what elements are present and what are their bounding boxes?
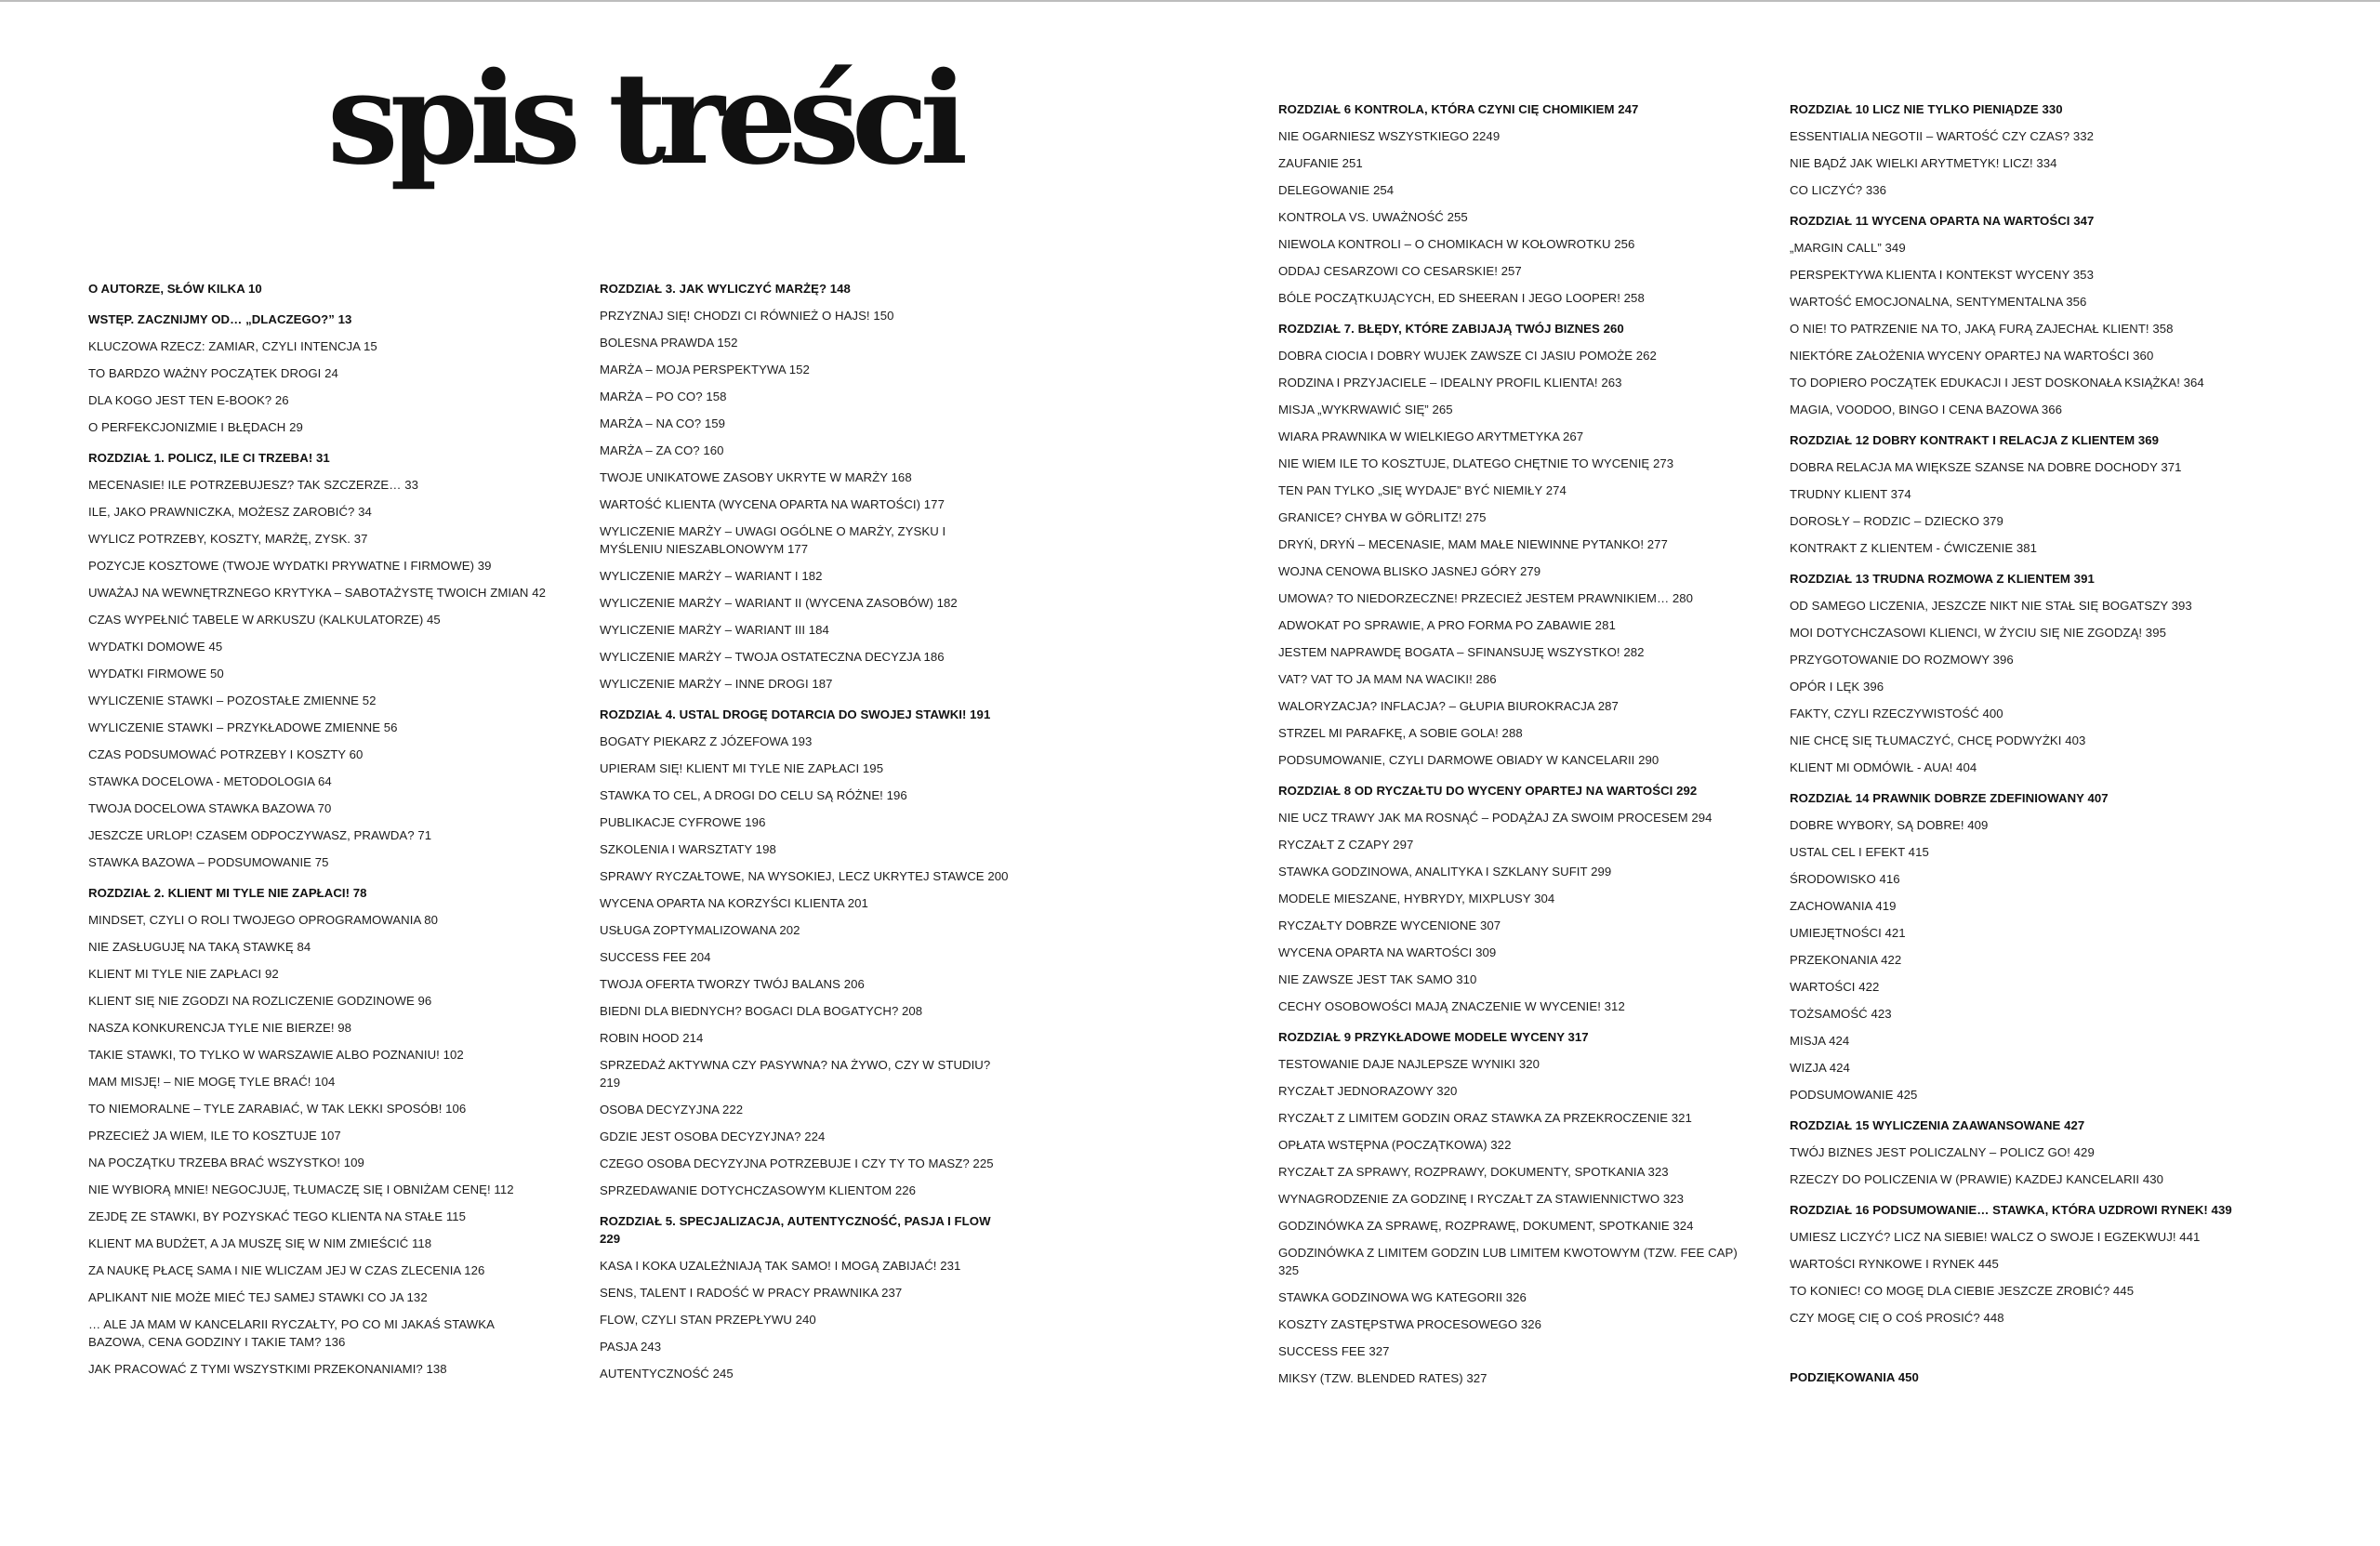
toc-entry: O PERFEKCJONIZMIE I BŁĘDACH 29 <box>88 420 303 434</box>
toc-entry: WYLICZENIE MARŻY – WARIANT II (WYCENA ZASOBÓW) 182 <box>600 596 958 610</box>
toc-entry: POZYCJE KOSZTOWE (TWOJE WYDATKI PRYWATNE I FIRMOWE) 39 <box>88 559 492 573</box>
toc-entry: PUBLIKACJE CYFROWE 196 <box>600 815 766 829</box>
toc-entry: USTAL CEL I EFEKT 415 <box>1790 845 1929 859</box>
toc-entry: TO NIEMORALNE – TYLE ZARABIAĆ, W TAK LEKKI SPOSÓB! 106 <box>88 1102 467 1116</box>
toc-entry: TOŻSAMOŚĆ 423 <box>1790 1007 1892 1021</box>
toc-entry: WYLICZENIE MARŻY – UWAGI OGÓLNE O MARŻY, ZYSKU I MYŚLENIU NIESZABLONOWYM 177 <box>600 524 946 556</box>
toc-chapter-heading: ROZDZIAŁ 8 OD RYCZAŁTU DO WYCENY OPARTEJ NA WARTOŚCI 292 <box>1278 784 1698 798</box>
toc-chapter-heading: ROZDZIAŁ 6 KONTROLA, KTÓRA CZYNI CIĘ CHOMIKIEM 247 <box>1278 102 1639 116</box>
toc-column-4 <box>1790 92 2292 1391</box>
toc-entry: WYCENA OPARTA NA WARTOŚCI 309 <box>1278 945 1497 959</box>
toc-entry: BIEDNI DLA BIEDNYCH? BOGACI DLA BOGATYCH? 208 <box>600 1004 923 1018</box>
toc-entry: TRUDNY KLIENT 374 <box>1790 487 1911 501</box>
toc-entry: SPRZEDAWANIE DOTYCHCZASOWYM KLIENTOM 226 <box>600 1183 917 1197</box>
toc-entry: ILE, JAKO PRAWNICZKA, MOŻESZ ZAROBIĆ? 34 <box>88 505 372 519</box>
toc-entry: ADWOKAT PO SPRAWIE, A PRO FORMA PO ZABAWIE 281 <box>1278 618 1616 632</box>
toc-entry: GODZINÓWKA ZA SPRAWĘ, ROZPRAWĘ, DOKUMENT, SPOTKANIE 324 <box>1278 1219 1694 1233</box>
toc-chapter-heading: ROZDZIAŁ 13 TRUDNA ROZMOWA Z KLIENTEM 391 <box>1790 572 2095 586</box>
toc-entry: KOSZTY ZASTĘPSTWA PROCESOWEGO 326 <box>1278 1317 1542 1331</box>
toc-entry: WYLICZENIE STAWKI – POZOSTAŁE ZMIENNE 52 <box>88 694 377 707</box>
toc-entry: SENS, TALENT I RADOŚĆ W PRACY PRAWNIKA 237 <box>600 1286 903 1300</box>
toc-entry: NA POCZĄTKU TRZEBA BRAĆ WSZYSTKO! 109 <box>88 1156 364 1169</box>
toc-entry: FLOW, CZYLI STAN PRZEPŁYWU 240 <box>600 1313 816 1327</box>
toc-entry: OPŁATA WSTĘPNA (POCZĄTKOWA) 322 <box>1278 1138 1512 1152</box>
toc-entry: CZEGO OSOBA DECYZYJNA POTRZEBUJE I CZY TY TO MASZ? 225 <box>600 1156 994 1170</box>
toc-entry: NIE OGARNIESZ WSZYSTKIEGO 2249 <box>1278 129 1501 143</box>
toc-entry: OSOBA DECYZYJNA 222 <box>600 1103 744 1117</box>
toc-entry: KLIENT MA BUDŻET, A JA MUSZĘ SIĘ W NIM ZMIEŚCIĆ 118 <box>88 1236 432 1250</box>
toc-entry: UMIESZ LICZYĆ? LICZ NA SIEBIE! WALCZ O SWOJE I EGZEKWUJ! 441 <box>1790 1230 2201 1244</box>
toc-chapter-heading: ROZDZIAŁ 3. JAK WYLICZYĆ MARŻĘ? 148 <box>600 282 851 296</box>
toc-entry: GRANICE? CHYBA W GÖRLITZ! 275 <box>1278 510 1487 524</box>
toc-chapter-heading: ROZDZIAŁ 16 PODSUMOWANIE… STAWKA, KTÓRA UZDROWI RYNEK! 439 <box>1790 1203 2232 1217</box>
toc-entry: WYCENA OPARTA NA KORZYŚCI KLIENTA 201 <box>600 896 868 910</box>
toc-entry: MAM MISJĘ! – NIE MOGĘ TYLE BRAĆ! 104 <box>88 1075 336 1089</box>
toc-chapter-heading: ROZDZIAŁ 5. SPECJALIZACJA, AUTENTYCZNOŚĆ, PASJA I FLOW 229 <box>600 1214 991 1246</box>
toc-entry: DLA KOGO JEST TEN E-BOOK? 26 <box>88 393 289 407</box>
toc-entry: DOBRE WYBORY, SĄ DOBRE! 409 <box>1790 818 1989 832</box>
toc-entry: STAWKA BAZOWA – PODSUMOWANIE 75 <box>88 855 329 869</box>
toc-entry: UMIEJĘTNOŚCI 421 <box>1790 926 1906 940</box>
toc-entry: KLUCZOWA RZECZ: ZAMIAR, CZYLI INTENCJA 15 <box>88 339 377 353</box>
toc-entry: TESTOWANIE DAJE NAJLEPSZE WYNIKI 320 <box>1278 1057 1540 1071</box>
toc-entry: TO DOPIERO POCZĄTEK EDUKACJI I JEST DOSKONAŁA KSIĄŻKA! 364 <box>1790 376 2204 390</box>
toc-entry: MARŻA – MOJA PERSPEKTYWA 152 <box>600 363 810 377</box>
toc-entry: NIE WIEM ILE TO KOSZTUJE, DLATEGO CHĘTNIE TO WYCENIĘ 273 <box>1278 456 1674 470</box>
toc-entry: KASA I KOKA UZALEŻNIAJĄ TAK SAMO! I MOGĄ ZABIJAĆ! 231 <box>600 1259 961 1273</box>
toc-entry: OPÓR I LĘK 396 <box>1790 680 1884 694</box>
toc-entry: OD SAMEGO LICZENIA, JESZCZE NIKT NIE STAŁ SIĘ BOGATSZY 393 <box>1790 599 2192 613</box>
page-title: spis treści <box>327 45 960 193</box>
toc-chapter-heading: O AUTORZE, SŁÓW KILKA 10 <box>88 282 262 296</box>
toc-entry: TWOJA DOCELOWA STAWKA BAZOWA 70 <box>88 801 332 815</box>
toc-entry: O NIE! TO PATRZENIE NA TO, JAKĄ FURĄ ZAJECHAŁ KLIENT! 358 <box>1790 322 2174 336</box>
toc-entry: SPRZEDAŻ AKTYWNA CZY PASYWNA? NA ŻYWO, CZY W STUDIU? 219 <box>600 1058 991 1090</box>
toc-entry: RZECZY DO POLICZENIA W (PRAWIE) KAZDEJ KANCELARII 430 <box>1790 1172 2164 1186</box>
toc-entry: UMOWA? TO NIEDORZECZNE! PRZECIEŻ JESTEM PRAWNIKIEM… 280 <box>1278 591 1694 605</box>
toc-entry: NIEKTÓRE ZAŁOŻENIA WYCENY OPARTEJ NA WARTOŚCI 360 <box>1790 349 2154 363</box>
toc-entry: ODDAJ CESARZOWI CO CESARSKIE! 257 <box>1278 264 1522 278</box>
toc-entry: SUCCESS FEE 327 <box>1278 1344 1390 1358</box>
toc-chapter-heading: ROZDZIAŁ 2. KLIENT MI TYLE NIE ZAPŁACI! 78 <box>88 886 367 900</box>
toc-entry: NIE ZASŁUGUJĘ NA TAKĄ STAWKĘ 84 <box>88 940 311 954</box>
toc-entry: PERSPEKTYWA KLIENTA I KONTEKST WYCENY 353 <box>1790 268 2094 282</box>
toc-entry: KLIENT SIĘ NIE ZGODZI NA ROZLICZENIE GODZINOWE 96 <box>88 994 432 1008</box>
toc-entry: TEN PAN TYLKO „SIĘ WYDAJE” BYĆ NIEMIŁY 274 <box>1278 483 1567 497</box>
toc-entry: STRZEL MI PARAFKĘ, A SOBIE GOLA! 288 <box>1278 726 1523 740</box>
toc-entry: WALORYZACJA? INFLACJA? – GŁUPIA BIUROKRACJA 287 <box>1278 699 1619 713</box>
toc-chapter-heading: ROZDZIAŁ 7. BŁĘDY, KTÓRE ZABIJAJĄ TWÓJ BIZNES 260 <box>1278 322 1624 336</box>
toc-entry: CECHY OSOBOWOŚCI MAJĄ ZNACZENIE W WYCENIE! 312 <box>1278 999 1625 1013</box>
toc-entry: SPRAWY RYCZAŁTOWE, NA WYSOKIEJ, LECZ UKRYTEJ STAWCE 200 <box>600 869 1009 883</box>
toc-entry: MODELE MIESZANE, HYBRYDY, MIXPLUSY 304 <box>1278 892 1555 905</box>
toc-entry: AUTENTYCZNOŚĆ 245 <box>600 1367 734 1381</box>
toc-entry: BOLESNA PRAWDA 152 <box>600 336 738 350</box>
toc-entry: ESSENTIALIA NEGOTII – WARTOŚĆ CZY CZAS? 332 <box>1790 129 2095 143</box>
toc-entry: JAK PRACOWAĆ Z TYMI WSZYSTKIMI PRZEKONANIAMI? 138 <box>88 1362 447 1376</box>
toc-entry: TO KONIEC! CO MOGĘ DLA CIEBIE JESZCZE ZROBIĆ? 445 <box>1790 1284 2135 1298</box>
toc-entry: KLIENT MI TYLE NIE ZAPŁACI 92 <box>88 967 279 981</box>
toc-entry: STAWKA DOCELOWA - METODOLOGIA 64 <box>88 774 332 788</box>
toc-entry: NIE UCZ TRAWY JAK MA ROSNĄĆ – PODĄŻAJ ZA SWOIM PROCESEM 294 <box>1278 811 1712 825</box>
toc-entry: NIEWOLA KONTROLI – O CHOMIKACH W KOŁOWROTKU 256 <box>1278 237 1635 251</box>
toc-entry: MARŻA – NA CO? 159 <box>600 416 726 430</box>
toc-entry: VAT? VAT TO JA MAM NA WACIKI! 286 <box>1278 672 1497 686</box>
toc-entry: WARTOŚCI RYNKOWE I RYNEK 445 <box>1790 1257 1999 1271</box>
toc-entry: WYLICZ POTRZEBY, KOSZTY, MARŻĘ, ZYSK. 37 <box>88 532 368 546</box>
toc-chapter-heading: ROZDZIAŁ 15 WYLICZENIA ZAAWANSOWANE 427 <box>1790 1118 2085 1132</box>
toc-entry: UWAŻAJ NA WEWNĘTRZNEGO KRYTYKA – SABOTAŻYSTĘ TWOICH ZMIAN 42 <box>88 586 546 600</box>
toc-entry: TWOJE UNIKATOWE ZASOBY UKRYTE W MARŻY 168 <box>600 470 912 484</box>
toc-entry: DRYŃ, DRYŃ – MECENASIE, MAM MAŁE NIEWINNE PYTANKO! 277 <box>1278 537 1668 551</box>
toc-entry: MINDSET, CZYLI O ROLI TWOJEGO OPROGRAMOWANIA 80 <box>88 913 439 927</box>
toc-entry: PRZYZNAJ SIĘ! CHODZI CI RÓWNIEŻ O HAJS! 150 <box>600 309 894 323</box>
toc-entry: USŁUGA ZOPTYMALIZOWANA 202 <box>600 923 800 937</box>
toc-chapter-heading: WSTĘP. ZACZNIJMY OD… „DLACZEGO?” 13 <box>88 312 352 326</box>
toc-entry: KONTROLA VS. UWAŻNOŚĆ 255 <box>1278 210 1468 224</box>
toc-entry: TWOJA OFERTA TWORZY TWÓJ BALANS 206 <box>600 977 865 991</box>
toc-entry: WARTOŚCI 422 <box>1790 980 1880 994</box>
toc-entry: CZAS PODSUMOWAĆ POTRZEBY I KOSZTY 60 <box>88 747 364 761</box>
toc-entry: WARTOŚĆ EMOCJONALNA, SENTYMENTALNA 356 <box>1790 295 2087 309</box>
toc-entry: STAWKA GODZINOWA, ANALITYKA I SZKLANY SUFIT 299 <box>1278 865 1612 879</box>
toc-entry: WIARA PRAWNIKA W WIELKIEGO ARYTMETYKA 267 <box>1278 429 1584 443</box>
toc-entry: RYCZAŁTY DOBRZE WYCENIONE 307 <box>1278 918 1501 932</box>
toc-entry: KONTRAKT Z KLIENTEM - ĆWICZENIE 381 <box>1790 541 2038 555</box>
toc-entry: DOROSŁY – RODZIC – DZIECKO 379 <box>1790 514 2003 528</box>
toc-chapter-heading: PODZIĘKOWANIA 450 <box>1790 1370 1919 1384</box>
toc-chapter-heading: ROZDZIAŁ 9 PRZYKŁADOWE MODELE WYCENY 317 <box>1278 1030 1589 1044</box>
toc-entry: MAGIA, VOODOO, BINGO I CENA BAZOWA 366 <box>1790 403 2063 416</box>
toc-entry: RODZINA I PRZYJACIELE – IDEALNY PROFIL KLIENTA! 263 <box>1278 376 1622 390</box>
toc-entry: WYLICZENIE MARŻY – INNE DROGI 187 <box>600 677 833 691</box>
toc-entry: PRZEKONANIA 422 <box>1790 953 1902 967</box>
toc-entry: WYDATKI DOMOWE 45 <box>88 640 223 654</box>
toc-entry: RYCZAŁT Z LIMITEM GODZIN ORAZ STAWKA ZA PRZEKROCZENIE 321 <box>1278 1111 1692 1125</box>
toc-entry: BÓLE POCZĄTKUJĄCYCH, ED SHEERAN I JEGO LOOPER! 258 <box>1278 291 1645 305</box>
toc-column-1 <box>88 271 553 1382</box>
toc-entry: STAWKA GODZINOWA WG KATEGORII 326 <box>1278 1290 1527 1304</box>
toc-entry: NIE ZAWSZE JEST TAK SAMO 310 <box>1278 972 1477 986</box>
toc-entry: ZEJDĘ ZE STAWKI, BY POZYSKAĆ TEGO KLIENTA NA STAŁE 115 <box>88 1209 467 1223</box>
toc-entry: WYNAGRODZENIE ZA GODZINĘ I RYCZAŁT ZA STAWIENNICTWO 323 <box>1278 1192 1685 1206</box>
top-border <box>0 0 2380 2</box>
toc-entry: MARŻA – ZA CO? 160 <box>600 443 724 457</box>
toc-entry: WYLICZENIE MARŻY – TWOJA OSTATECZNA DECYZJA 186 <box>600 650 945 664</box>
toc-entry: RYCZAŁT ZA SPRAWY, ROZPRAWY, DOKUMENTY, SPOTKANIA 323 <box>1278 1165 1669 1179</box>
toc-entry: CO LICZYĆ? 336 <box>1790 183 1887 197</box>
toc-entry: MECENASIE! ILE POTRZEBUJESZ? TAK SZCZERZE… 33 <box>88 478 418 492</box>
toc-entry: RYCZAŁT JEDNORAZOWY 320 <box>1278 1084 1458 1098</box>
toc-chapter-heading: ROZDZIAŁ 10 LICZ NIE TYLKO PIENIĄDZE 330 <box>1790 102 2063 116</box>
toc-entry: RYCZAŁT Z CZAPY 297 <box>1278 838 1414 852</box>
toc-entry: CZAS WYPEŁNIĆ TABELE W ARKUSZU (KALKULATORZE) 45 <box>88 613 441 627</box>
toc-entry: ZAUFANIE 251 <box>1278 156 1363 170</box>
toc-chapter-heading: ROZDZIAŁ 14 PRAWNIK DOBRZE ZDEFINIOWANY 407 <box>1790 791 2109 805</box>
toc-chapter-heading: ROZDZIAŁ 4. USTAL DROGĘ DOTARCIA DO SWOJEJ STAWKI! 191 <box>600 707 991 721</box>
toc-entry: DELEGOWANIE 254 <box>1278 183 1395 197</box>
toc-entry: TAKIE STAWKI, TO TYLKO W WARSZAWIE ALBO POZNANIU! 102 <box>88 1048 464 1062</box>
toc-entry: „MARGIN CALL” 349 <box>1790 241 1906 255</box>
toc-entry: WYLICZENIE STAWKI – PRZYKŁADOWE ZMIENNE 56 <box>88 720 398 734</box>
toc-entry: PODSUMOWANIE, CZYLI DARMOWE OBIADY W KANCELARII 290 <box>1278 753 1659 767</box>
toc-entry: PODSUMOWANIE 425 <box>1790 1088 1918 1102</box>
toc-entry: DOBRA RELACJA MA WIĘKSZE SZANSE NA DOBRE DOCHODY 371 <box>1790 460 2182 474</box>
toc-entry: UPIERAM SIĘ! KLIENT MI TYLE NIE ZAPŁACI 195 <box>600 761 884 775</box>
toc-entry: STAWKA TO CEL, A DROGI DO CELU SĄ RÓŻNE! 196 <box>600 788 907 802</box>
toc-entry: CZY MOGĘ CIĘ O COŚ PROSIĆ? 448 <box>1790 1311 2004 1325</box>
toc-entry: ZACHOWANIA 419 <box>1790 899 1897 913</box>
toc-entry: MOI DOTYCHCZASOWI KLIENCI, W ŻYCIU SIĘ NIE ZGODZĄ! 395 <box>1790 626 2166 640</box>
toc-entry: WYLICZENIE MARŻY – WARIANT III 184 <box>600 623 829 637</box>
toc-entry: SZKOLENIA I WARSZTATY 198 <box>600 842 776 856</box>
toc-entry: TO BARDZO WAŻNY POCZĄTEK DROGI 24 <box>88 366 338 380</box>
toc-entry: SUCCESS FEE 204 <box>600 950 711 964</box>
toc-entry: NIE WYBIORĄ MNIE! NEGOCJUJĘ, TŁUMACZĘ SIĘ I OBNIŻAM CENĘ! 112 <box>88 1183 514 1196</box>
toc-entry: TWÓJ BIZNES JEST POLICZALNY – POLICZ GO! 429 <box>1790 1145 2095 1159</box>
toc-entry: PRZYGOTOWANIE DO ROZMOWY 396 <box>1790 653 2014 667</box>
toc-entry: GODZINÓWKA Z LIMITEM GODZIN LUB LIMITEM KWOTOWYM (TZW. FEE CAP) 325 <box>1278 1246 1738 1277</box>
toc-entry: WYLICZENIE MARŻY – WARIANT I 182 <box>600 569 823 583</box>
toc-chapter-heading: ROZDZIAŁ 12 DOBRY KONTRAKT I RELACJA Z KLIENTEM 369 <box>1790 433 2159 447</box>
toc-entry: KLIENT MI ODMÓWIŁ - AUA! 404 <box>1790 760 1977 774</box>
toc-entry: MISJA „WYKRWAWIĆ SIĘ” 265 <box>1278 403 1453 416</box>
toc-entry: NIE CHCĘ SIĘ TŁUMACZYĆ, CHCĘ PODWYŻKI 403 <box>1790 733 2086 747</box>
toc-entry: ŚRODOWISKO 416 <box>1790 872 1900 886</box>
toc-entry: APLIKANT NIE MOŻE MIEĆ TEJ SAMEJ STAWKI CO JA 132 <box>88 1290 428 1304</box>
toc-entry: BOGATY PIEKARZ Z JÓZEFOWA 193 <box>600 734 813 748</box>
toc-entry: MARŻA – PO CO? 158 <box>600 390 727 403</box>
toc-column-2 <box>600 271 1009 1387</box>
toc-column-3 <box>1278 92 1752 1392</box>
toc-chapter-heading: ROZDZIAŁ 11 WYCENA OPARTA NA WARTOŚCI 347 <box>1790 214 2095 228</box>
toc-entry: PRZECIEŻ JA WIEM, ILE TO KOSZTUJE 107 <box>88 1129 341 1143</box>
toc-chapter-heading: ROZDZIAŁ 1. POLICZ, ILE CI TRZEBA! 31 <box>88 451 330 465</box>
toc-entry: … ALE JA MAM W KANCELARII RYCZAŁTY, PO CO MI JAKAŚ STAWKA BAZOWA, CENA GODZINY I TAKIE TAM? 136 <box>88 1317 495 1349</box>
toc-entry: FAKTY, CZYLI RZECZYWISTOŚĆ 400 <box>1790 707 2003 720</box>
toc-entry: ZA NAUKĘ PŁACĘ SAMA I NIE WLICZAM JEJ W CZAS ZLECENIA 126 <box>88 1263 485 1277</box>
toc-entry: DOBRA CIOCIA I DOBRY WUJEK ZAWSZE CI JASIU POMOŻE 262 <box>1278 349 1657 363</box>
toc-entry: JESTEM NAPRAWDĘ BOGATA – SFINANSUJĘ WSZYSTKO! 282 <box>1278 645 1645 659</box>
toc-entry: WIZJA 424 <box>1790 1061 1850 1075</box>
toc-entry: MISJA 424 <box>1790 1034 1850 1048</box>
toc-entry: WOJNA CENOWA BLISKO JASNEJ GÓRY 279 <box>1278 564 1541 578</box>
toc-entry: WYDATKI FIRMOWE 50 <box>88 667 224 681</box>
toc-entry: ROBIN HOOD 214 <box>600 1031 704 1045</box>
toc-entry: NIE BĄDŹ JAK WIELKI ARYTMETYK! LICZ! 334 <box>1790 156 2057 170</box>
toc-entry: PASJA 243 <box>600 1340 662 1354</box>
toc-entry: GDZIE JEST OSOBA DECYZYJNA? 224 <box>600 1130 826 1143</box>
toc-entry: NASZA KONKURENCJA TYLE NIE BIERZE! 98 <box>88 1021 352 1035</box>
toc-entry: MIKSY (TZW. BLENDED RATES) 327 <box>1278 1371 1488 1385</box>
toc-entry: WARTOŚĆ KLIENTA (WYCENA OPARTA NA WARTOŚCI) 177 <box>600 497 945 511</box>
toc-entry: JESZCZE URLOP! CZASEM ODPOCZYWASZ, PRAWDA? 71 <box>88 828 432 842</box>
